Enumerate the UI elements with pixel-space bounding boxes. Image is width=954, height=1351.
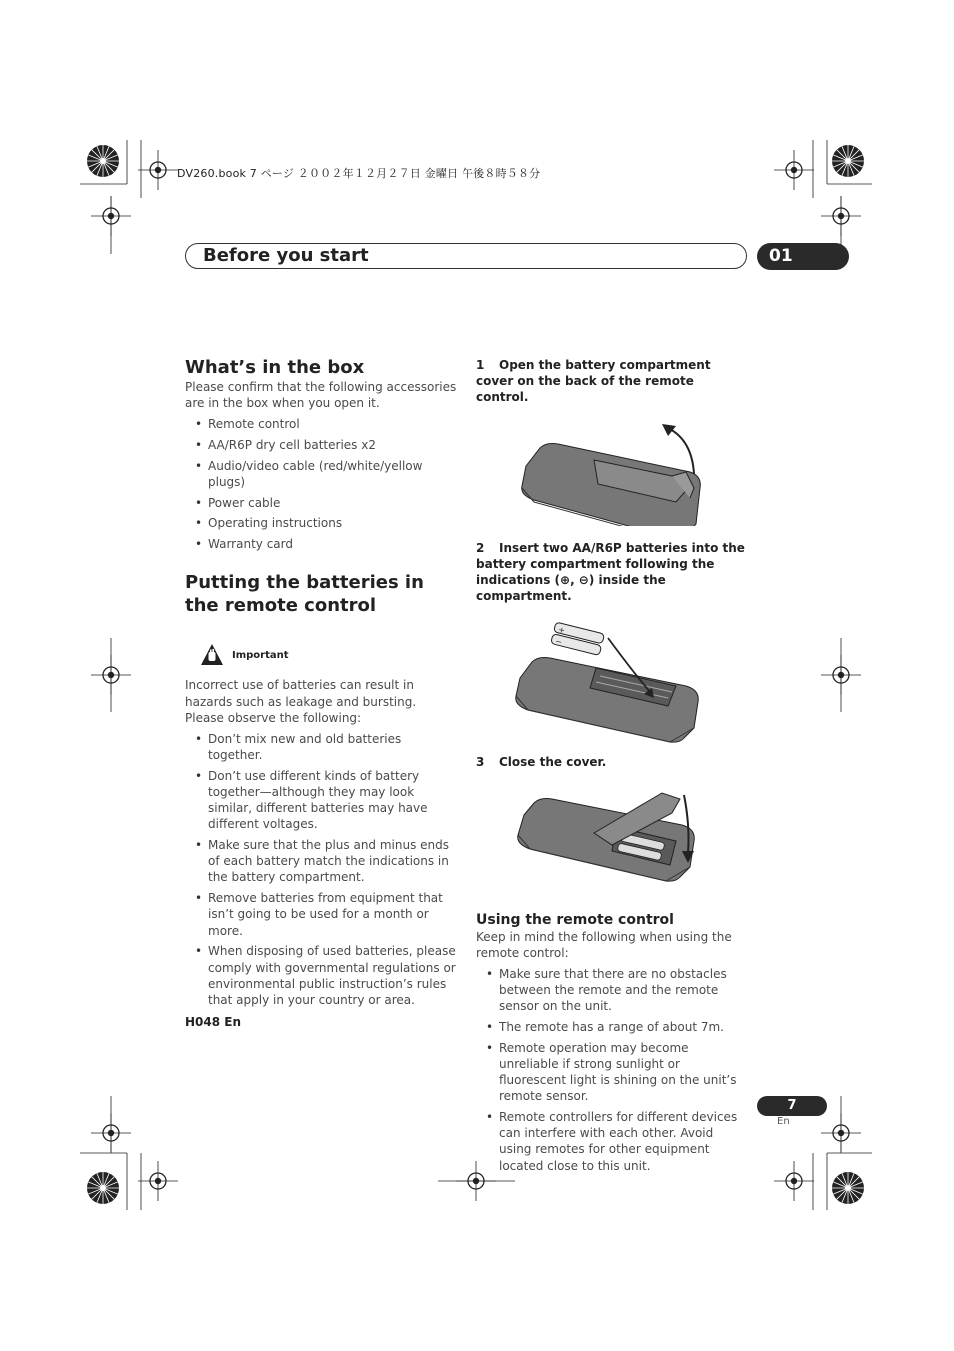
- box-contents-list: [185, 416, 457, 552]
- remote-open-cover-figure: [476, 414, 746, 526]
- crosshair-icon: [774, 150, 814, 190]
- using-section-title: Using the remote control: [476, 911, 674, 928]
- crosshair-icon: [138, 1161, 178, 1201]
- left-column: [185, 356, 457, 1030]
- registration-wheel-icon: [87, 145, 119, 177]
- crosshair-icon: [774, 1161, 814, 1201]
- list-item: • Make sure that the plus and minus ends of each battery match the indications in the battery compartment.: [185, 837, 457, 886]
- page-title: Before you start: [203, 245, 369, 266]
- battery-precautions-list: [185, 731, 457, 1009]
- list-item: • Don’t use different kinds of battery together—although they may look similar, different batteries may have different voltages.: [185, 768, 457, 833]
- remote-close-cover-figure: [476, 785, 746, 895]
- list-item: • When disposing of used batteries, please comply with governmental regulations or environmental public instruction’s rules that apply in your country or area.: [185, 943, 457, 1008]
- step-3: 3 Close the cover.: [476, 755, 607, 770]
- step-2: 2 Insert two AA/R6P batteries into the battery compartment following the indications (⊕, ⊖) inside the compartment.: [476, 540, 745, 604]
- list-item: • Don’t mix new and old batteries together.: [185, 731, 457, 763]
- registration-wheel-icon: [87, 1172, 119, 1204]
- crosshair-icon: [138, 150, 178, 190]
- list-item: • Power cable: [185, 495, 457, 511]
- registration-wheel-icon: [832, 145, 864, 177]
- box-section-intro: Please confirm that the following accessories are in the box when you open it.: [185, 380, 457, 411]
- list-item: • The remote has a range of about 7m.: [476, 1019, 746, 1035]
- list-item: • Make sure that there are no obstacles between the remote and the remote sensor on the unit.: [476, 966, 746, 1015]
- print-info: DV260.book 7 ページ ２００２年１２月２７日 金曜日 午後８時５８分: [177, 167, 541, 180]
- important-label: Important: [232, 649, 289, 661]
- list-item: • Remote controllers for different devices can interfere with each other. Avoid using remotes for other equipment located close to this unit.: [476, 1109, 746, 1174]
- remote-insert-batteries-figure: [476, 616, 746, 748]
- remote-usage-list: [476, 966, 746, 1174]
- using-section-intro: Keep in mind the following when using the remote control:: [476, 929, 732, 960]
- svg-text:+: +: [557, 625, 566, 636]
- important-notice: [200, 641, 457, 669]
- svg-text:−: −: [554, 636, 563, 648]
- list-item: • Operating instructions: [185, 515, 457, 531]
- document-code: H048 En: [185, 1015, 242, 1030]
- list-item: • Audio/video cable (red/white/yellow plugs): [185, 458, 457, 490]
- important-hand-icon: [200, 643, 224, 667]
- page-language: En: [777, 1116, 790, 1127]
- list-item: • Warranty card: [185, 536, 457, 552]
- page-number: 7: [757, 1096, 827, 1116]
- step-1: 1 Open the battery compartment cover on the back of the remote control.: [476, 358, 711, 405]
- battery-section-title: Putting the batteries in the remote control: [185, 572, 424, 617]
- right-column: [476, 356, 746, 1174]
- registration-wheel-icon: [832, 1172, 864, 1204]
- list-item: • Remove batteries from equipment that isn’t going to be used for a month or more.: [185, 890, 457, 939]
- list-item: • Remote operation may become unreliable if strong sunlight or fluorescent light is shining on the unit’s remote sensor.: [476, 1040, 746, 1105]
- chapter-number: 01: [757, 243, 849, 270]
- box-section-title: What’s in the box: [185, 357, 365, 378]
- list-item: • Remote control: [185, 416, 457, 432]
- battery-warning: Incorrect use of batteries can result in hazards such as leakage and bursting. Please observe the following:: [185, 678, 417, 725]
- list-item: • AA/R6P dry cell batteries x2: [185, 437, 457, 453]
